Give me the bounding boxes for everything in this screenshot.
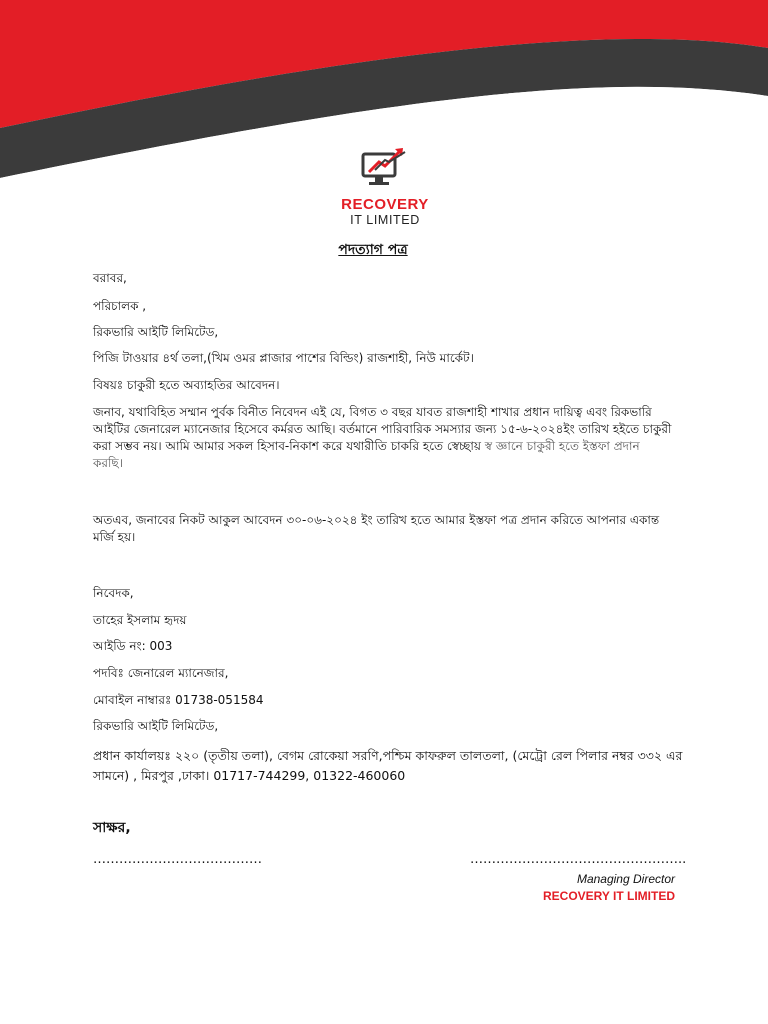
signatory-company: RECOVERY IT LIMITED	[542, 889, 675, 903]
logo-name: RECOVERY	[341, 196, 429, 213]
sender-designation: পদবিঃ জেনারেল ম্যানেজার,	[93, 666, 229, 680]
signatory-title: Managing Director	[576, 872, 675, 886]
recipient-address: পিজি টাওয়ার ৪র্থ তলা,(খিম ওমর প্লাজার পাশের বিল্ডিং) রাজশাহী, নিউ মার্কেট।	[93, 351, 474, 365]
request-paragraph: অতএব, জনাবের নিকট আকুল আবেদন ৩০-০৬-২০২৪ ইং তারিখ হতে আমার ইস্তফা পত্র প্রদান করিতে আপনার একান্ত মর্জি হয়।	[93, 513, 660, 544]
letter-title: পদত্যাগ পত্র	[338, 242, 408, 258]
salutation-to: বরাবর,	[93, 271, 127, 285]
logo-subname: IT LIMITED	[350, 213, 420, 227]
body-paragraph	[93, 404, 673, 472]
letter-subject: বিষয়ঃ চাকুরী হতে অব্যাহতির আবেদন।	[93, 378, 280, 392]
sender-name: তাহের ইসলাম হৃদয়	[93, 613, 187, 627]
body-tail-text: স্ব জ্ঞানে চাকুরী হতে ইস্তফা প্রদান করছি।	[93, 439, 640, 470]
monitor-growth-icon	[355, 146, 415, 194]
sender-mobile: মোবাইল নাম্বারঃ 01738-051584	[93, 693, 264, 707]
recipient-company: রিকভারি আইটি লিমিটেড,	[93, 325, 219, 339]
head-office-address: প্রধান কার্যালয়ঃ ২২০ (তৃতীয় তলা), বেগম রোকেয়া সরণি,পশ্চিম কাফরুল তালতলা, (মেট্রো রেল পিলার নম্বর ৩৩২ এর সামনে) , মিরপুর ,ঢাকা। 01717-744299, 01322-460060	[93, 748, 683, 783]
sender-id: আইডি নং: 003	[93, 639, 173, 653]
signature-label: সাক্ষর,	[93, 820, 131, 836]
signature-line-right: …………………………………………..	[470, 852, 687, 867]
recipient-title: পরিচালক ,	[93, 299, 147, 313]
closing-label: নিবেদক,	[93, 586, 134, 600]
sender-company: রিকভারি আইটি লিমিটেড,	[93, 719, 219, 733]
signature-line-left: …………………………………	[93, 852, 262, 867]
company-logo	[330, 146, 440, 227]
body-main-text: জনাব, যথাবিহিত সম্মান পুর্বক বিনীত নিবেদন এই যে, বিগত ৩ বছর যাবত রাজশাহী শাখার প্রধান দায়িত্ব এবং রিকভারি আইটির জেনারেল ম্যানেজার হিসেবে কর্মরত আছি। বর্তমানে পারিবারিক সমস্যার জন্য ১৫-৬-২০২৪ইং তারিখ হইতে চাকুরী করা সম্ভব নয়। আমি আমার সকল হিসাব-নিকাশ করে যথারীতি চাকরি হতে স্বেচ্ছায়	[93, 405, 672, 453]
